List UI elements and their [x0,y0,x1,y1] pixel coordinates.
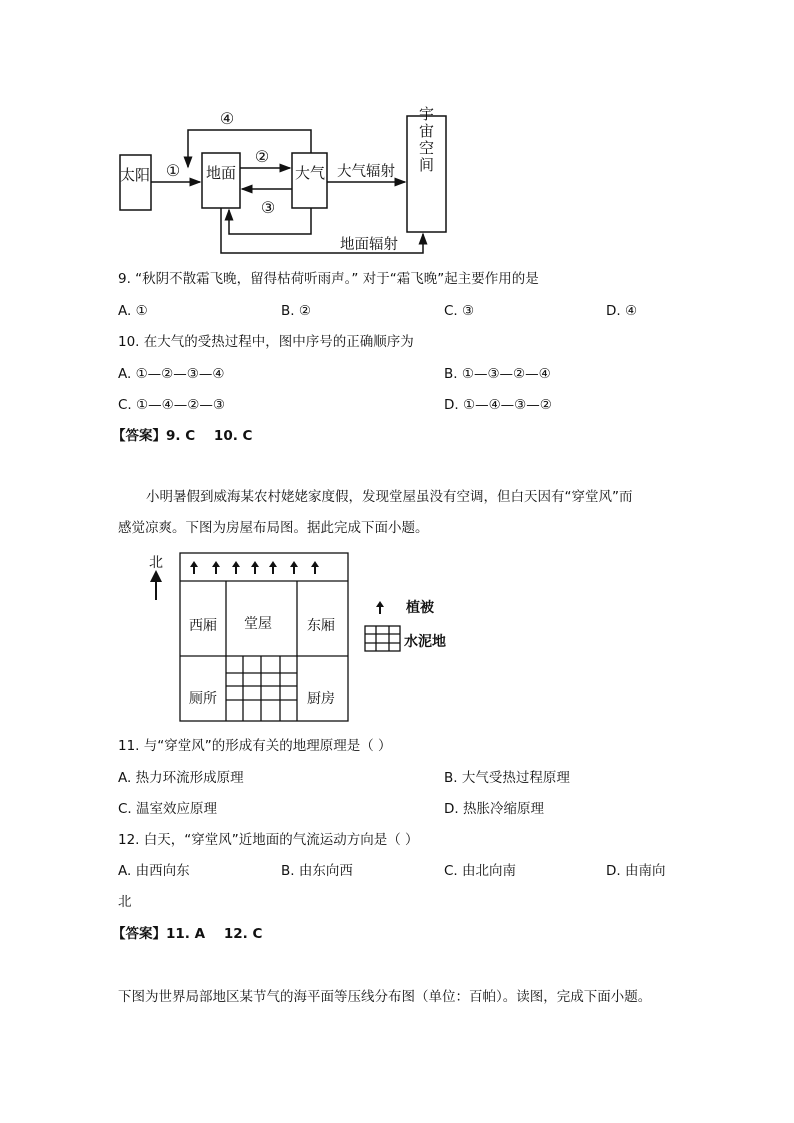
passage-isobar: 下图为世界局部地区某节气的海平面等压线分布图（单位：百帕）。读图，完成下面小题。 [118,989,652,1005]
atmosphere-heating-diagram [0,0,794,270]
num-1: ① [165,161,181,180]
east-wing-label: 东厢 [307,618,335,634]
num-3: ③ [260,198,276,217]
q10-option-a: A. ①—②—③—④ [118,366,225,382]
q12-option-d: D. 由南向 [606,863,666,879]
vegetation-arrows [190,561,384,614]
legend-vegetation: 植被 [406,600,434,616]
q10-stem: 10. 在大气的受热过程中，图中序号的正确顺序为 [118,334,414,350]
answer-label: 【答案】 [112,926,166,942]
q10-option-c: C. ①—④—②—③ [118,397,225,413]
sun-label: 太阳 [119,166,151,184]
q12-stem: 12. 白天，“穿堂风”近地面的气流运动方向是（ ） [118,832,419,848]
answer-text: 11. A 12. C [166,926,263,942]
west-wing-label: 西厢 [189,618,217,634]
space-label: 宇宙空间 [417,106,435,174]
legend-cement: 水泥地 [404,634,446,650]
q12-option-b: B. 由东向西 [281,863,353,879]
q11-option-c: C. 温室效应原理 [118,801,218,817]
answer-label: 【答案】 [112,428,166,444]
ground-label: 地面 [205,164,237,182]
q10-option-b: B. ①—③—②—④ [444,366,551,382]
toilet-label: 厕所 [189,691,217,707]
q12-option-a: A. 由西向东 [118,863,190,879]
q11-option-a: A. 热力环流形成原理 [118,770,244,786]
atmosphere-label: 大气 [294,164,326,182]
house-layout-diagram [0,540,794,735]
answer-text: 9. C 10. C [166,428,253,444]
ground-rad-label: 地面辐射 [340,237,398,253]
kitchen-label: 厨房 [307,691,335,707]
q12-option-c: C. 由北向南 [444,863,517,879]
num-4: ④ [219,109,235,128]
q9-option-a: A. ① [118,303,148,319]
passage-line-1: 小明暑假到威海某农村姥姥家度假，发现堂屋虽没有空调，但白天因有“穿堂风”而 [146,489,633,505]
num-2: ② [254,147,270,166]
q9-option-c: C. ③ [444,303,475,319]
passage-line-2: 感觉凉爽。下图为房屋布局图。据此完成下面小题。 [118,520,429,536]
q11-option-d: D. 热胀冷缩原理 [444,801,544,817]
q10-option-d: D. ①—④—③—② [444,397,552,413]
north-label: 北 [149,555,163,571]
q9-option-b: B. ② [281,303,311,319]
q11-option-b: B. 大气受热过程原理 [444,770,570,786]
atm-rad-label: 大气辐射 [337,164,395,180]
q11-stem: 11. 与“穿堂风”的形成有关的地理原理是（ ） [118,738,392,754]
answer-11-12 [112,925,262,943]
q9-option-d: D. ④ [606,303,638,319]
q12-option-d-wrap: 北 [118,894,132,910]
answer-9-10 [112,427,252,445]
hall-label: 堂屋 [244,616,272,632]
q9-stem: 9. “秋阴不散霜飞晚，留得枯荷听雨声。” 对于“霜飞晚”起主要作用的是 [118,271,539,287]
